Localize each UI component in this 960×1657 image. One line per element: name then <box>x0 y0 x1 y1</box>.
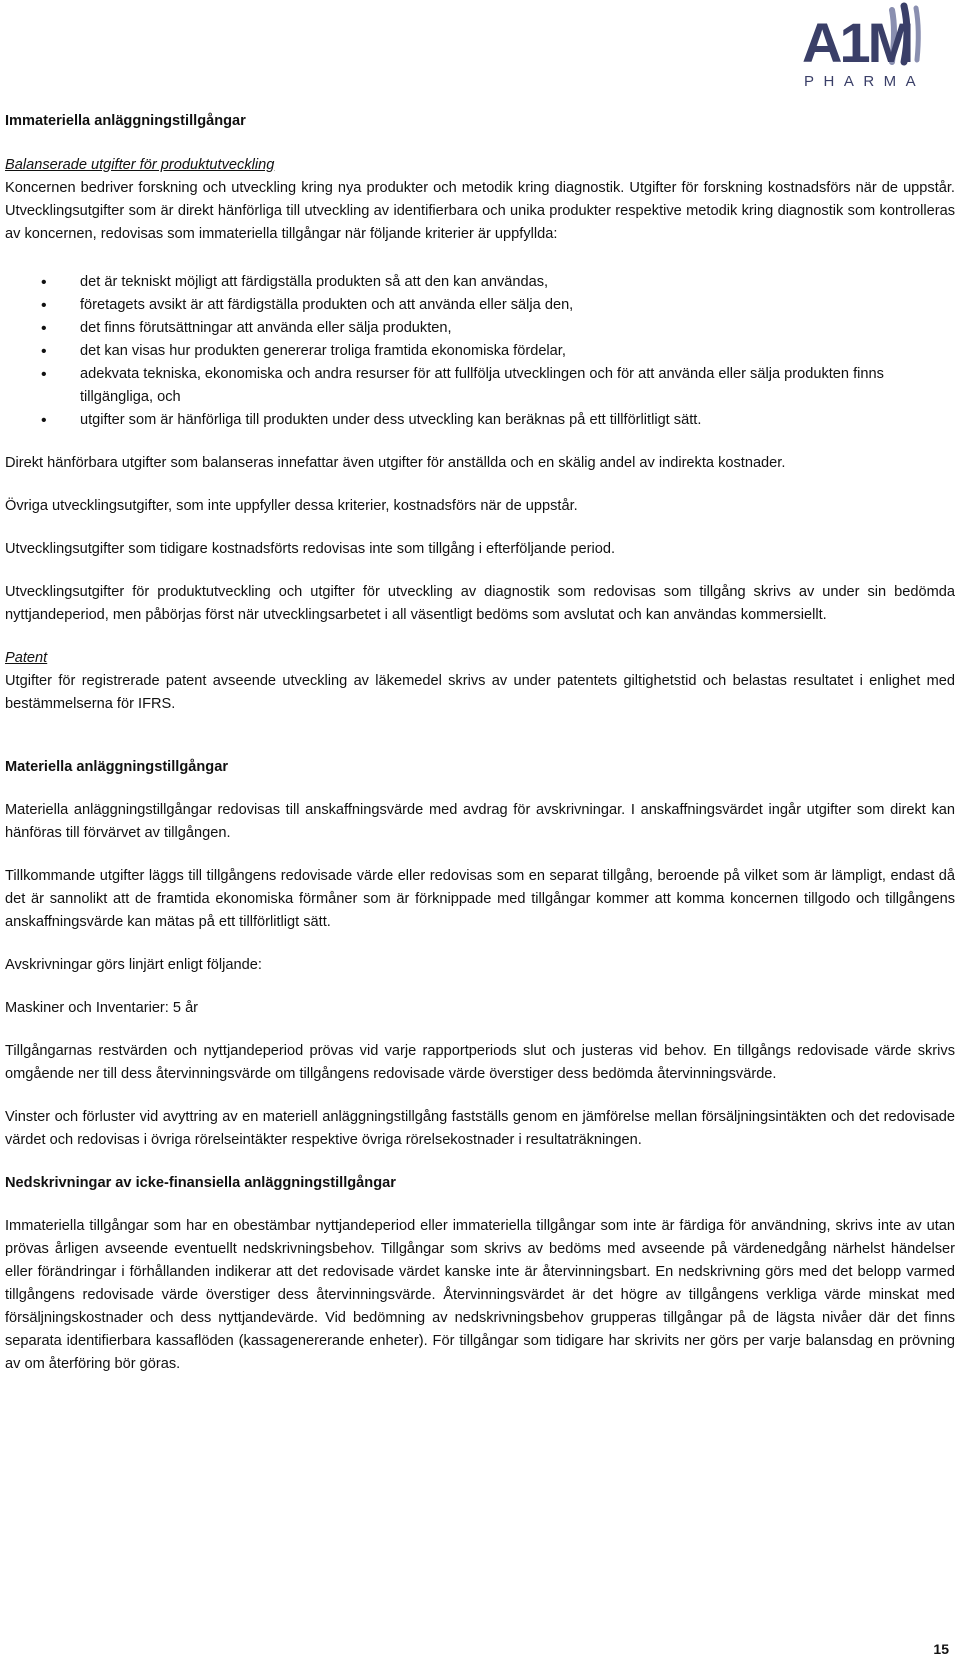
page-number: 15 <box>933 1641 949 1657</box>
subheading-balanserade: Balanserade utgifter för produktutveckling <box>5 157 275 173</box>
paragraph-avskrivningar: Avskrivningar görs linjärt enligt följande: <box>5 957 262 973</box>
paragraph-tidigare: Utvecklingsutgifter som tidigare kostnadsförts redovisas inte som tillgång i efterföljande period. <box>5 541 615 557</box>
subheading-patent: Patent <box>5 650 48 666</box>
paragraph-forskning: Koncernen bedriver forskning och utveckling kring nya produkter och metodik kring diagnostik. Utgifter för forskning kostnadsförs när de uppstår. Utvecklingsutgifter som är direkt hänförliga till utveckling av identifierbara och unika produkter respektive metodik kring diagnostik som kontrolleras av koncernen, redovisas som immateriella tillgångar när följande kriterier är uppfyllda: <box>5 180 955 242</box>
paragraph-patent: Utgifter för registrerade patent avseende utveckling av läkemedel skrivs av under patentets giltighetstid och belastas resultatet i enlighet med bestämmelserna för IFRS. <box>5 673 955 712</box>
logo-mark: A1M <box>802 11 912 74</box>
paragraph-maskiner: Maskiner och Inventarier: 5 år <box>5 1000 199 1016</box>
paragraph-restvarden: Tillgångarnas restvärden och nyttjandeperiod prövas vid varje rapportperiods slut och justeras vid behov. En tillgångs redovisade värde skrivs omgående ner till dess återvinningsvärde om tillgångens redovisade värde överstiger dess bedömda återvinningsvärde. <box>5 1043 955 1082</box>
paragraph-tillkommande: Tillkommande utgifter läggs till tillgångens redovisade värde eller redovisas som en separat tillgång, beroende på vilket som är lämpligt, endast då det är sannolikt att de framtida ekonomiska förmåner som är förknippade med tillgångar kommer att komma koncernen tillgodo och tillgångens anskaffningsvärde kan mätas på ett tillförlitligt sätt. <box>5 868 955 930</box>
criteria-list <box>5 271 955 432</box>
list-item: • det kan visas hur produkten genererar troliga framtida ekonomiska fördelar, <box>5 340 955 363</box>
paragraph-anskaffning: Materiella anläggningstillgångar redovisas till anskaffningsvärde med avdrag för avskrivningar. I anskaffningsvärdet ingår utgifter som direkt kan hänföras till förvärvet av tillgången. <box>5 802 955 841</box>
logo-subtext: PHARMA <box>804 73 926 90</box>
heading-materiella: Materiella anläggningstillgångar <box>5 759 229 775</box>
a1m-pharma-logo-icon <box>800 0 930 92</box>
list-item: • det är tekniskt möjligt att färdigställa produkten så att den kan användas, <box>5 271 955 294</box>
list-item: • utgifter som är hänförliga till produkten under dess utveckling kan beräknas på ett tillförlitligt sätt. <box>5 409 955 432</box>
paragraph-direkt: Direkt hänförbara utgifter som balanseras innefattar även utgifter för anställda och en skälig andel av indirekta kostnader. <box>5 455 786 471</box>
paragraph-ovriga: Övriga utvecklingsutgifter, som inte uppfyller dessa kriterier, kostnadsförs när de uppstår. <box>5 498 578 514</box>
list-item: • adekvata tekniska, ekonomiska och andra resurser för att fullfölja utvecklingen och för att använda eller sälja produkten finns tillgängliga, och <box>5 363 955 409</box>
document-page <box>5 110 955 1376</box>
paragraph-vinster: Vinster och förluster vid avyttring av en materiell anläggningstillgång fastställs genom en jämförelse mellan försäljningsintäkten och det redovisade värdet och redovisas i övriga rörelseintäkter respektive övriga rörelsekostnader i resultaträkningen. <box>5 1109 955 1148</box>
list-item: • företagets avsikt är att färdigställa produkten och att använda eller sälja den, <box>5 294 955 317</box>
company-logo <box>800 0 930 92</box>
heading-nedskrivningar: Nedskrivningar av icke-finansiella anläggningstillgångar <box>5 1175 396 1191</box>
heading-immateriella: Immateriella anläggningstillgångar <box>5 113 246 129</box>
list-item: • det finns förutsättningar att använda eller sälja produkten, <box>5 317 955 340</box>
paragraph-nedskrivning: Immateriella tillgångar som har en obestämbar nyttjandeperiod eller immateriella tillgångar som inte är färdiga för användning, skrivs inte av utan prövas årligen avseende eventuellt nedskrivningsbehov. Tillgångar som skrivs av bedöms med avseende på värdenedgång närhelst händelser eller förändringar i förhållanden indikerar att det redovisade värdet kanske inte är återvinningsbart. En nedskrivning görs med det belopp varmed tillgångens redovisade värde överstiger dess återvinningsvärde. Återvinningsvärdet är det högre av tillgångens verkliga värde minskat med försäljningskostnader och dess nyttjandevärde. Vid bedömning av nedskrivningsbehov grupperas tillgångar på de lägsta nivåer där det finns separata identifierbara kassaflöden (kassagenererande enheter). För tillgångar som tidigare har skrivits ner görs per varje balansdag en prövning av om återföring bör göras. <box>5 1218 955 1372</box>
paragraph-produktutveckling: Utvecklingsutgifter för produktutveckling och utgifter för utveckling av diagnostik som redovisas som tillgång skrivs av under sin bedömda nyttjandeperiod, men påbörjas först när utvecklingsarbetet i all väsentligt bedöms som avslutat och kan användas kommersiellt. <box>5 584 955 623</box>
